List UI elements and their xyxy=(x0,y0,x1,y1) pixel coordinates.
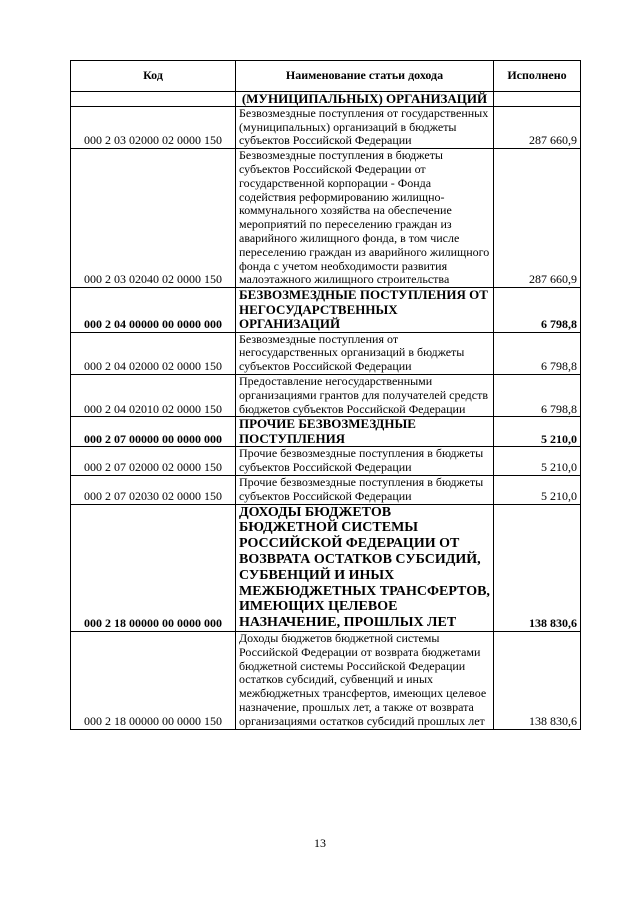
table-row xyxy=(71,92,581,107)
table-row xyxy=(71,476,581,505)
row-name: Прочие безвозмездные поступления в бюджеты субъектов Российской Федерации xyxy=(236,447,494,476)
row-code: 000 2 03 02000 02 0000 150 xyxy=(71,106,236,148)
table-row xyxy=(71,149,581,288)
row-name: Безвозмездные поступления в бюджеты субъектов Российской Федерации от государственной корпорации - Фонда содействия реформированию жилищно-коммунального хозяйства на обеспечение мероприятий по переселению граждан из аварийного жилищного фонда, в том числе переселению граждан из аварийного жилищного фонда с учетом необходимости развития малоэтажного жилищного строительства xyxy=(236,149,494,288)
row-code: 000 2 03 02040 02 0000 150 xyxy=(71,149,236,288)
row-name: БЕЗВОЗМЕЗДНЫЕ ПОСТУПЛЕНИЯ ОТ НЕГОСУДАРСТВЕННЫХ ОРГАНИЗАЦИЙ xyxy=(236,288,494,333)
row-value: 5 210,0 xyxy=(494,417,581,447)
row-value: 6 798,8 xyxy=(494,288,581,333)
row-name: Безвозмездные поступления от негосударственных организаций в бюджеты субъектов Российской Федерации xyxy=(236,332,494,374)
table-row xyxy=(71,632,581,730)
row-value: 5 210,0 xyxy=(494,476,581,505)
row-code xyxy=(71,92,236,107)
row-value: 138 830,6 xyxy=(494,504,581,631)
page-number: 13 xyxy=(314,836,326,850)
row-name: Доходы бюджетов бюджетной системы Российской Федерации от возврата бюджетами бюджетной системы Российской Федерации остатков субсидий, субвенций и иных межбюджетных трансфертов, имеющих целевое назначение, прошлых лет, а также от возврата организациями остатков субсидий прошлых лет xyxy=(236,632,494,730)
row-name: ДОХОДЫ БЮДЖЕТОВ БЮДЖЕТНОЙ СИСТЕМЫ РОССИЙСКОЙ ФЕДЕРАЦИИ ОТ ВОЗВРАТА ОСТАТКОВ СУБСИДИЙ, СУБВЕНЦИЙ И ИНЫХ МЕЖБЮДЖЕТНЫХ ТРАНСФЕРТОВ, ИМЕЮЩИХ ЦЕЛЕВОЕ НАЗНАЧЕНИЕ, ПРОШЛЫХ ЛЕТ xyxy=(236,504,494,631)
row-value xyxy=(494,92,581,107)
row-name: Прочие безвозмездные поступления в бюджеты субъектов Российской Федерации xyxy=(236,476,494,505)
row-code: 000 2 04 02010 02 0000 150 xyxy=(71,375,236,417)
table-row xyxy=(71,375,581,417)
row-name: (МУНИЦИПАЛЬНЫХ) ОРГАНИЗАЦИЙ xyxy=(236,92,494,107)
header-code: Код xyxy=(71,61,236,92)
row-code: 000 2 18 00000 00 0000 000 xyxy=(71,504,236,631)
table-row xyxy=(71,504,581,631)
row-code: 000 2 07 00000 00 0000 000 xyxy=(71,417,236,447)
row-code: 000 2 18 00000 00 0000 150 xyxy=(71,632,236,730)
row-code: 000 2 04 00000 00 0000 000 xyxy=(71,288,236,333)
row-value: 287 660,9 xyxy=(494,149,581,288)
table-row xyxy=(71,417,581,447)
row-value: 138 830,6 xyxy=(494,632,581,730)
row-code: 000 2 04 02000 02 0000 150 xyxy=(71,332,236,374)
row-code: 000 2 07 02000 02 0000 150 xyxy=(71,447,236,476)
table-row xyxy=(71,288,581,333)
header-name: Наименование статьи дохода xyxy=(236,61,494,92)
row-name: Предоставление негосударственными организациями грантов для получателей средств бюджетов субъектов Российской Федерации xyxy=(236,375,494,417)
row-value: 6 798,8 xyxy=(494,375,581,417)
row-code: 000 2 07 02030 02 0000 150 xyxy=(71,476,236,505)
row-value: 5 210,0 xyxy=(494,447,581,476)
revenue-table xyxy=(70,60,581,730)
table-row xyxy=(71,106,581,148)
row-value: 6 798,8 xyxy=(494,332,581,374)
header-executed: Исполнено xyxy=(494,61,581,92)
row-value: 287 660,9 xyxy=(494,106,581,148)
table-row xyxy=(71,332,581,374)
row-name: Безвозмездные поступления от государственных (муниципальных) организаций в бюджеты субъектов Российской Федерации xyxy=(236,106,494,148)
row-name: ПРОЧИЕ БЕЗВОЗМЕЗДНЫЕ ПОСТУПЛЕНИЯ xyxy=(236,417,494,447)
table-header xyxy=(71,61,581,92)
table-row xyxy=(71,447,581,476)
